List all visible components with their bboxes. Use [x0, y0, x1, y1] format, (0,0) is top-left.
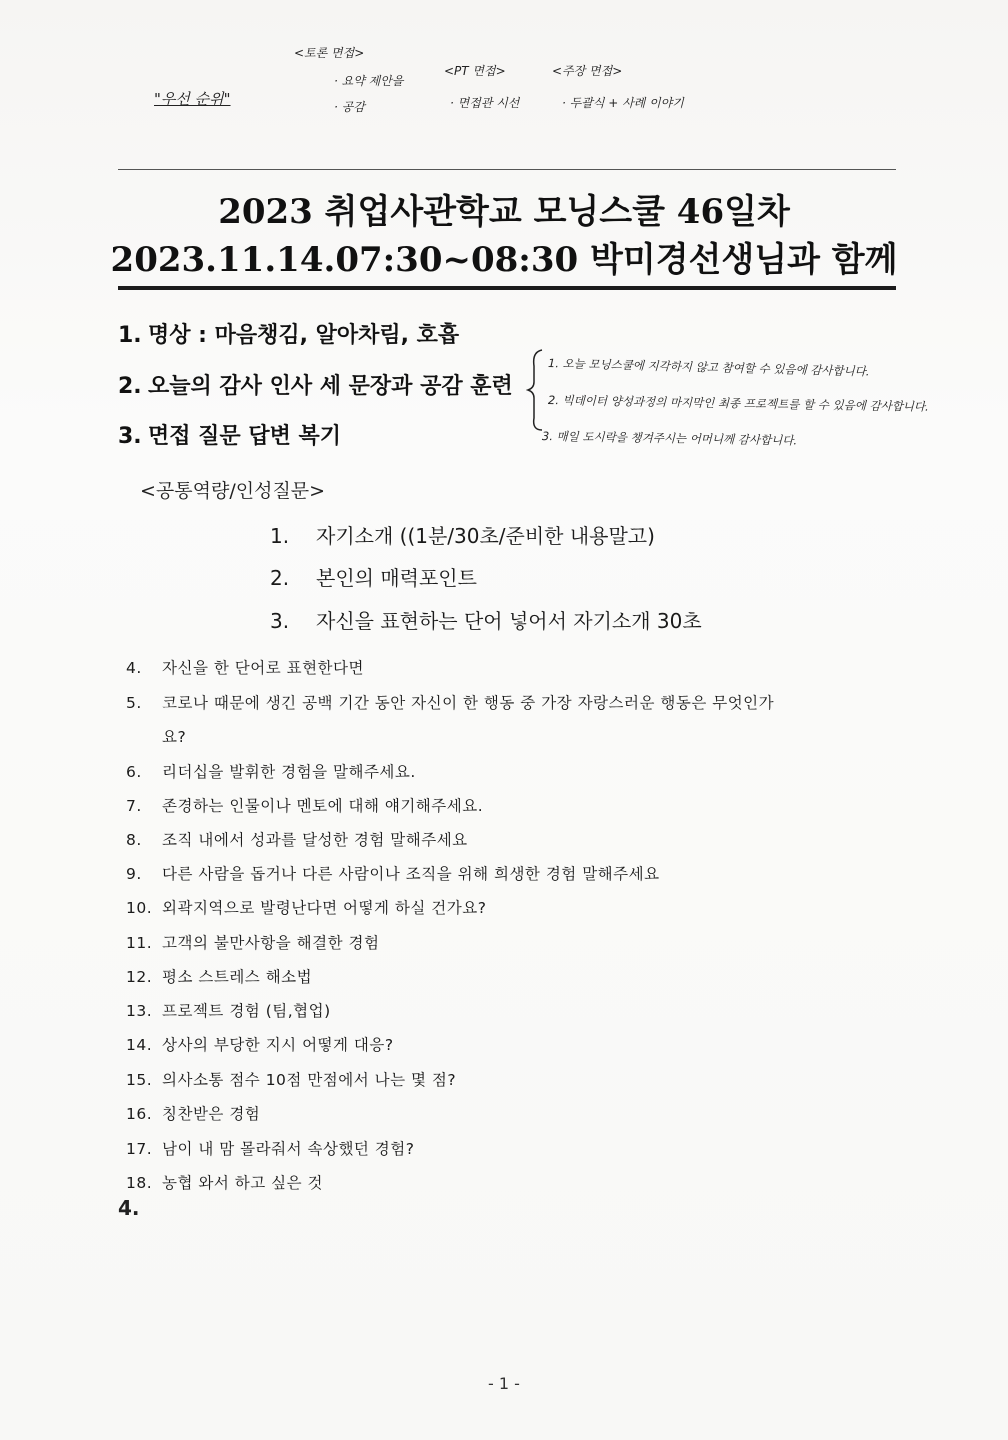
agenda-item-2 — [118, 369, 513, 400]
handwritten-group3-item: · 두괄식 + 사례 이야기 — [562, 96, 684, 110]
list-item — [126, 1102, 260, 1124]
list-item — [126, 965, 312, 987]
agenda-number: 3. — [118, 424, 142, 449]
handwritten-group1-item-1: · 요약 제안을 — [334, 74, 404, 88]
list-item — [126, 862, 660, 884]
question-text: 남이 내 맘 몰라줘서 속상했던 경험? — [162, 1140, 415, 1158]
question-number: 16. — [126, 1105, 153, 1123]
question-number: 7. — [126, 797, 142, 815]
question-number: 5. — [126, 694, 142, 712]
question-text: 의사소통 점수 10점 만점에서 나는 몇 점? — [162, 1071, 457, 1089]
handwritten-bottom-number: 4. — [118, 1196, 140, 1220]
question-text: 자신을 표현하는 단어 넣어서 자기소개 30초 — [316, 609, 702, 633]
question-number: 4. — [126, 659, 142, 677]
agenda-number: 1. — [118, 323, 142, 348]
question-text: 조직 내에서 성과를 달성한 경험 말해주세요 — [162, 831, 468, 849]
handwritten-gratitude-3: 3. 매일 도시락을 챙겨주시는 어머니께 감사합니다. — [541, 429, 798, 448]
question-number: 6. — [126, 763, 142, 781]
agenda-number: 2. — [118, 374, 142, 399]
question-text: 리더십을 발휘한 경험을 말해주세요. — [162, 763, 416, 781]
list-item — [126, 1068, 456, 1090]
list-item-continuation — [126, 725, 186, 747]
handwritten-priority: "우선 순위" — [154, 90, 231, 108]
question-text: 외곽지역으로 발령난다면 어떻게 하실 건가요? — [162, 899, 487, 917]
question-number: 18. — [126, 1174, 153, 1192]
question-number: 1. — [270, 524, 290, 548]
list-item — [126, 691, 774, 713]
question-text: 평소 스트레스 해소법 — [162, 968, 313, 986]
question-number: 10. — [126, 899, 153, 917]
main-question-2 — [270, 562, 477, 591]
list-item — [126, 656, 364, 678]
question-number: 14. — [126, 1036, 153, 1054]
list-item — [126, 794, 483, 816]
handwritten-group3-title: <주장 면접> — [552, 64, 623, 78]
question-text: 프로젝트 경험 (팀,협업) — [162, 1002, 331, 1020]
question-number: 8. — [126, 831, 142, 849]
list-item — [126, 931, 379, 953]
list-item — [126, 896, 486, 918]
list-item — [126, 1171, 323, 1193]
question-text: 고객의 불만사항을 해결한 경험 — [162, 934, 380, 952]
agenda-item-3 — [118, 419, 341, 450]
agenda-text: 명상 : 마음챙김, 알아차림, 호흡 — [148, 323, 460, 348]
question-number: 17. — [126, 1140, 153, 1158]
question-text: 존경하는 인물이나 멘토에 대해 얘기해주세요. — [162, 797, 484, 815]
main-question-3 — [270, 605, 702, 634]
question-number: 3. — [270, 609, 290, 633]
question-text: 요? — [162, 728, 187, 746]
handwritten-group1-item-2: · 공감 — [334, 100, 365, 114]
top-rule — [118, 169, 896, 170]
document-title-line1: 2023 취업사관학교 모닝스쿨 46일차 — [218, 192, 790, 232]
title-underline — [118, 286, 896, 290]
question-text: 본인의 매력포인트 — [316, 566, 477, 590]
handwritten-gratitude-2: 2. 빅데이터 양성과정의 마지막인 최종 프로젝트를 할 수 있음에 감사합니다. — [547, 393, 929, 414]
list-item — [126, 760, 416, 782]
question-text: 상사의 부당한 지시 어떻게 대응? — [162, 1036, 394, 1054]
question-text: 농협 와서 하고 싶은 것 — [162, 1174, 323, 1192]
handwritten-gratitude-1: 1. 오늘 모닝스쿨에 지각하지 않고 참여할 수 있음에 감사합니다. — [547, 356, 870, 379]
handwritten-group2-item: · 면접관 시선 — [450, 96, 520, 110]
question-text: 자기소개 ((1분/30초/준비한 내용말고) — [316, 524, 655, 548]
section-label: <공통역량/인성질문> — [140, 480, 326, 502]
question-number: 13. — [126, 1002, 153, 1020]
list-item — [126, 999, 331, 1021]
list-item — [126, 1033, 394, 1055]
handwritten-brace — [526, 348, 546, 432]
question-text: 다른 사람을 돕거나 다른 사람이나 조직을 위해 희생한 경험 말해주세요 — [162, 865, 660, 883]
list-item — [126, 828, 468, 850]
handwritten-group2-title: <PT 면접> — [444, 64, 506, 78]
question-text: 자신을 한 단어로 표현한다면 — [162, 659, 364, 677]
question-number: 2. — [270, 566, 290, 590]
question-number: 15. — [126, 1071, 153, 1089]
main-question-1 — [270, 520, 655, 549]
agenda-item-1 — [118, 318, 459, 349]
question-number: 9. — [126, 865, 142, 883]
agenda-text: 면접 질문 답변 복기 — [148, 424, 341, 449]
document-title-line2: 2023.11.14.07:30~08:30 박미경선생님과 함께 — [110, 240, 898, 280]
handwritten-group1-title: <토론 면접> — [294, 46, 365, 60]
agenda-text: 오늘의 감사 인사 세 문장과 공감 훈련 — [148, 374, 513, 399]
list-item — [126, 1137, 415, 1159]
question-text: 칭찬받은 경험 — [162, 1105, 261, 1123]
question-text: 코로나 때문에 생긴 공백 기간 동안 자신이 한 행동 중 가장 자랑스러운 행동은 무엇인가 — [162, 694, 775, 712]
page-number: - 1 - — [488, 1374, 520, 1393]
question-number: 12. — [126, 968, 153, 986]
question-number: 11. — [126, 934, 153, 952]
